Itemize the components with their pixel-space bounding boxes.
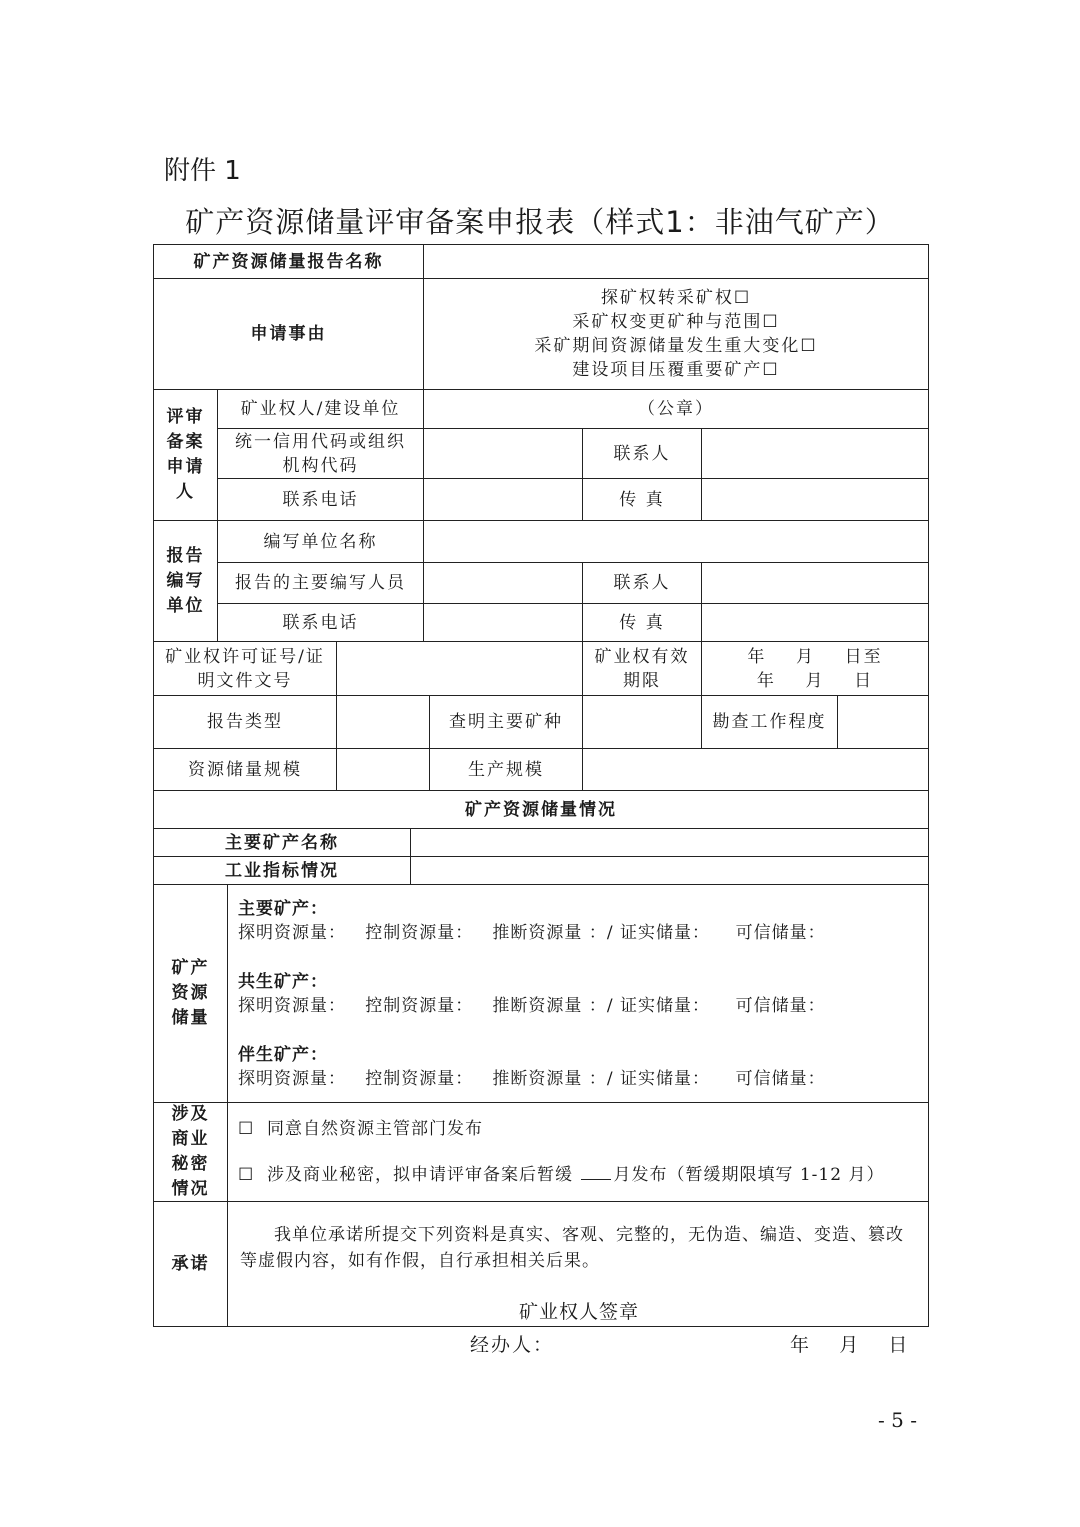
reserves-label-line: 储量 [171,1008,210,1028]
report-name-field[interactable] [423,244,929,279]
accompanying-mineral-reserves: 探明资源量： 控制资源量： 推断资源量 ：/ 证实储量： 可信储量： [238,1069,826,1089]
promise-label: 承诺 [153,1201,228,1327]
writer-phone-label: 联系电话 [217,603,424,642]
credit-code-line: 统一信用代码或组织 [235,431,406,452]
writer-label-line: 报告 [166,545,205,566]
validity-label [582,641,702,696]
form-title: 矿产资源储量评审备案申报表（样式1：非油气矿产） [185,205,895,239]
reason-option-2[interactable]: 采矿权变更矿种与范围☐ [572,312,780,332]
main-mineral-found-field[interactable] [582,695,702,749]
writer-name-field[interactable] [423,520,929,563]
license-field[interactable] [336,641,583,696]
reserves-detail[interactable] [227,884,929,1103]
attachment-label: 附件 1 [164,156,241,186]
page-number: - 5 - [878,1408,917,1432]
report-type-label: 报告类型 [153,695,337,749]
main-mineral-heading: 主要矿产： [238,899,328,919]
promise-text: 我单位承诺所提交下列资料是真实、客观、完整的，无伪造、编造、变造、篡改等虚假内容，如有作假，自行承担相关后果。 [240,1225,904,1271]
validity-label-line: 矿业权有效 [594,646,690,667]
reason-option-3[interactable]: 采矿期间资源储量发生重大变化☐ [534,336,818,356]
license-label-line: 明文件文号 [197,670,293,691]
credit-code-field[interactable] [423,428,583,479]
main-mineral-found-label: 查明主要矿种 [429,695,583,749]
defer-months-blank[interactable] [581,1163,611,1180]
reserves-label [153,884,228,1103]
license-label-line: 矿业权许可证号/证 [165,646,325,667]
secret-defer-suffix: 月发布（暂缓期限填写 1-12 月） [613,1165,885,1185]
associated-mineral-reserves: 探明资源量： 控制资源量： 推断资源量 ：/ 证实储量： 可信储量： [238,996,826,1016]
license-label [153,641,337,696]
applicant-label-line: 备案 [166,432,205,452]
reason-options[interactable] [423,278,929,390]
industrial-index-label: 工业指标情况 [153,856,411,885]
reserve-scale-label: 资源储量规模 [153,748,337,791]
reserve-section-title: 矿产资源储量情况 [153,790,929,829]
exploration-level-label: 勘查工作程度 [701,695,838,749]
main-mineral-reserves: 探明资源量： 控制资源量： 推断资源量 ：/ 证实储量： 可信储量： [238,923,826,943]
secret-label-line: 商业 [171,1129,210,1149]
secret-label-line: 秘密 [171,1154,210,1174]
reserves-label-line: 矿产 [171,958,210,978]
rights-holder-label: 矿业权人/建设单位 [217,389,424,429]
handler-label[interactable]: 经办人： [470,1334,555,1356]
exploration-level-field[interactable] [837,695,929,749]
main-writers-label: 报告的主要编写人员 [217,562,424,604]
secret-option-defer[interactable] [238,1163,884,1187]
validity-label-line: 期限 [623,670,661,691]
report-type-field[interactable] [336,695,430,749]
accompanying-mineral-heading: 伴生矿产： [238,1045,328,1065]
validity-field[interactable] [701,641,929,696]
secret-defer-prefix: ☐ 涉及商业秘密，拟申请评审备案后暂缓 [238,1165,580,1185]
signature-label[interactable]: 矿业权人签章 [518,1301,639,1323]
secret-options[interactable] [227,1102,929,1202]
writer-label-line: 编写 [166,570,205,591]
credit-code-line: 机构代码 [282,455,359,476]
secret-label-line: 情况 [171,1179,210,1199]
applicant-group-label [153,389,218,521]
applicant-label-line: 申请 [166,457,205,477]
production-scale-field[interactable] [582,748,929,791]
applicant-contact-field[interactable] [701,428,929,479]
applicant-phone-field[interactable] [423,478,583,521]
applicant-label-line: 评审 [166,407,205,427]
production-scale-label: 生产规模 [429,748,583,791]
writer-contact-label: 联系人 [582,562,702,604]
main-mineral-name-label: 主要矿产名称 [153,828,411,857]
validity-start: 年 月 日至 [747,646,883,667]
secret-option-publish[interactable]: ☐ 同意自然资源主管部门发布 [238,1119,484,1139]
applicant-fax-label: 传 真 [582,478,702,521]
reason-option-4[interactable]: 建设项目压覆重要矿产☐ [572,360,780,380]
writer-fax-field[interactable] [701,603,929,642]
credit-code-label [217,428,424,479]
main-mineral-name-field[interactable] [410,828,929,857]
applicant-label-line: 人 [176,482,195,502]
reserve-scale-field[interactable] [336,748,430,791]
writer-contact-field[interactable] [701,562,929,604]
sign-date[interactable]: 年 月 日 [790,1334,908,1356]
applicant-phone-label: 联系电话 [217,478,424,521]
report-name-label: 矿产资源储量报告名称 [153,244,424,279]
writer-fax-label: 传 真 [582,603,702,642]
reason-option-1[interactable]: 探矿权转采矿权☐ [600,288,752,308]
writer-phone-field[interactable] [423,603,583,642]
promise-block [227,1201,929,1327]
secret-label-line: 涉及 [171,1104,210,1124]
industrial-index-field[interactable] [410,856,929,885]
applicant-contact-label: 联系人 [582,428,702,479]
seal-field[interactable]: （公章） [423,389,929,429]
associated-mineral-heading: 共生矿产： [238,972,328,992]
main-writers-field[interactable] [423,562,583,604]
writer-name-label: 编写单位名称 [217,520,424,563]
writer-group-label [153,520,218,642]
validity-end: 年 月 日 [756,670,874,691]
secret-label [153,1102,228,1202]
writer-label-line: 单位 [166,595,205,616]
reason-label: 申请事由 [153,278,424,390]
applicant-fax-field[interactable] [701,478,929,521]
reserves-label-line: 资源 [171,983,210,1003]
